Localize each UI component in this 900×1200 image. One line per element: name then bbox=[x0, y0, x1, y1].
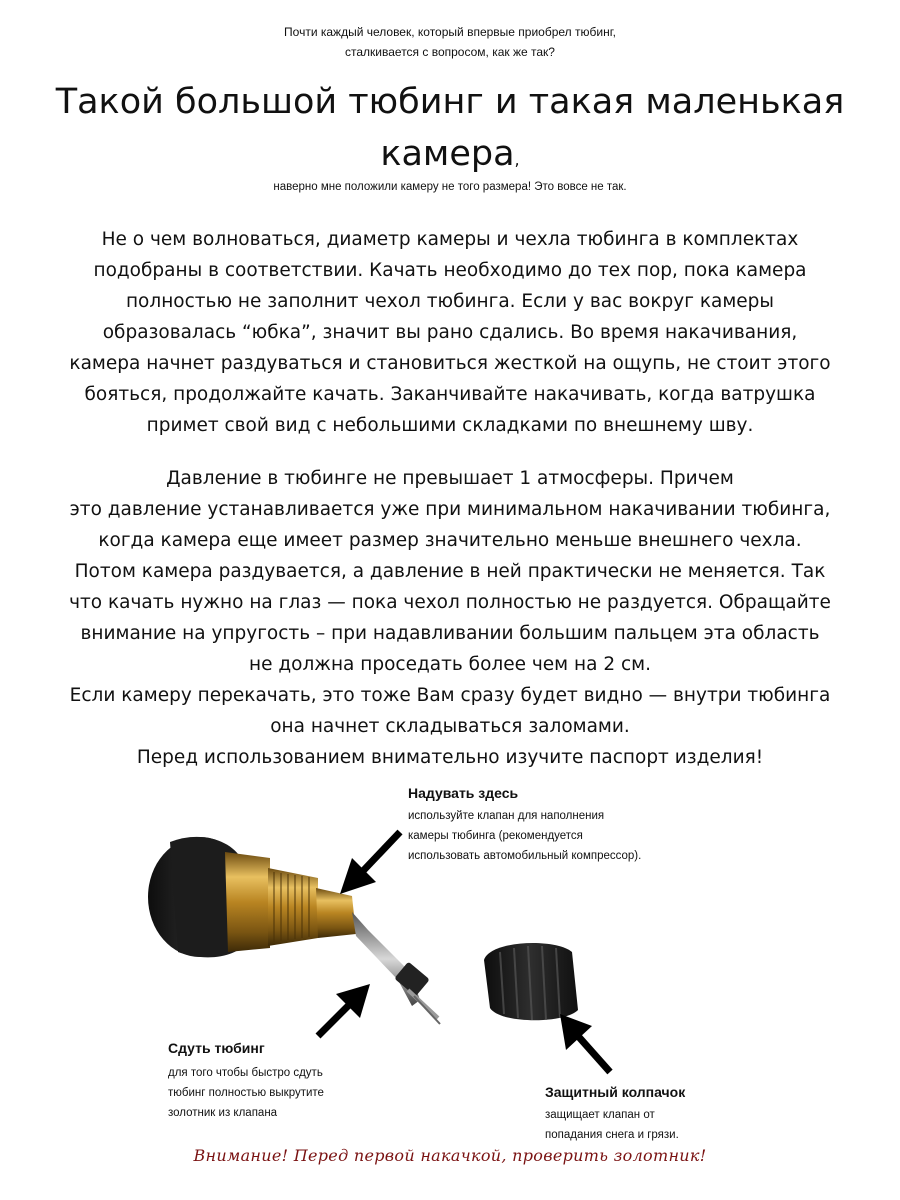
arrow-inflate-icon bbox=[340, 832, 400, 894]
paragraph-2-line: Перед использованием внимательно изучите паспорт изделия! bbox=[136, 747, 764, 768]
paragraph-1-line: Не о чем волноваться, диаметр камеры и чехла тюбинга в комплектах bbox=[101, 229, 799, 250]
intro-line-2: сталкивается с вопросом, как же так? bbox=[345, 45, 555, 59]
paragraph-1-line: примет свой вид с небольшими складками по внешнему шву. bbox=[146, 415, 754, 436]
arrow-deflate-icon bbox=[318, 984, 370, 1036]
label-deflate bbox=[168, 1040, 428, 1123]
paragraph-2-line: внимание на упругость – при надавливании большим пальцем эта область bbox=[80, 623, 820, 644]
valve-core bbox=[352, 912, 440, 1024]
label-cap-desc-line: защищает клапан от bbox=[545, 1109, 655, 1121]
valve-brass-body bbox=[225, 852, 356, 952]
paragraph-1-line: образовалась “юбка”, значит вы рано сдались. Во время накачивания, bbox=[102, 322, 798, 343]
paragraph-2-line: когда камера еще имеет размер значительно меньше внешнего чехла. bbox=[98, 530, 802, 551]
headline-comma: , bbox=[514, 150, 520, 169]
label-cap bbox=[545, 1084, 785, 1145]
label-inflate-title: Надувать здесь bbox=[408, 785, 519, 801]
intro-line-1: Почти каждый человек, который впервые приобрел тюбинг, bbox=[284, 25, 616, 39]
paragraph-2-line: это давление устанавливается уже при минимальном накачивании тюбинга, bbox=[69, 499, 831, 520]
label-deflate-desc-line: тюбинг полностью выкрутите bbox=[168, 1087, 324, 1099]
paragraph-2-line: она начнет складываться заломами. bbox=[270, 716, 630, 737]
label-deflate-desc-line: золотник из клапана bbox=[168, 1107, 278, 1119]
paragraph-1-line: подобраны в соответствии. Качать необходимо до тех пор, пока камера bbox=[93, 260, 807, 281]
label-inflate-desc-line: используйте клапан для наполнения bbox=[408, 810, 605, 822]
paragraph-1-line: камера начнет раздуваться и становиться жесткой на ощупь, не стоит этого bbox=[69, 353, 831, 374]
label-inflate bbox=[408, 785, 768, 866]
paragraph-2-line: Давление в тюбинге не превышает 1 атмосферы. Причем bbox=[166, 468, 734, 489]
label-deflate-desc-line: для того чтобы быстро сдуть bbox=[168, 1067, 323, 1079]
label-inflate-desc-line: камеры тюбинга (рекомендуется bbox=[408, 830, 583, 842]
protective-cap bbox=[484, 943, 578, 1020]
label-inflate-desc-line: использовать автомобильный компрессор). bbox=[408, 850, 642, 862]
paragraph-1-line: полностью не заполнит чехол тюбинга. Если у вас вокруг камеры bbox=[125, 291, 775, 312]
arrow-cap-icon bbox=[560, 1014, 610, 1072]
label-deflate-desc bbox=[168, 1063, 428, 1123]
label-cap-desc bbox=[545, 1105, 785, 1145]
paragraph-2-line: Если камеру перекачать, это тоже Вам сразу будет видно — внутри тюбинга bbox=[69, 685, 831, 706]
paragraph-2-line: не должна проседать более чем на 2 см. bbox=[249, 654, 651, 675]
label-cap-desc-line: попадания снега и грязи. bbox=[545, 1129, 679, 1141]
paragraph-2-line: что качать нужно на глаз — пока чехол полностью не раздуется. Обращайте bbox=[69, 592, 831, 613]
paragraph-1-line: бояться, продолжайте качать. Заканчивайте накачивать, когда ватрушка bbox=[84, 384, 816, 405]
headline-line-2-text: камера bbox=[380, 134, 515, 174]
headline-line-1: Такой большой тюбинг и такая маленькая bbox=[55, 82, 845, 122]
subline: наверно мне положили камеру не того размера! Это вовсе не так. bbox=[273, 181, 627, 193]
paragraph-2-line: Потом камера раздувается, а давление в ней практически не меняется. Так bbox=[74, 561, 826, 582]
label-inflate-desc bbox=[408, 806, 768, 866]
label-deflate-title: Сдуть тюбинг bbox=[168, 1040, 265, 1056]
label-cap-title: Защитный колпачок bbox=[545, 1084, 686, 1100]
warning-text: Внимание! Перед первой накачкой, проверить золотник! bbox=[193, 1146, 707, 1165]
